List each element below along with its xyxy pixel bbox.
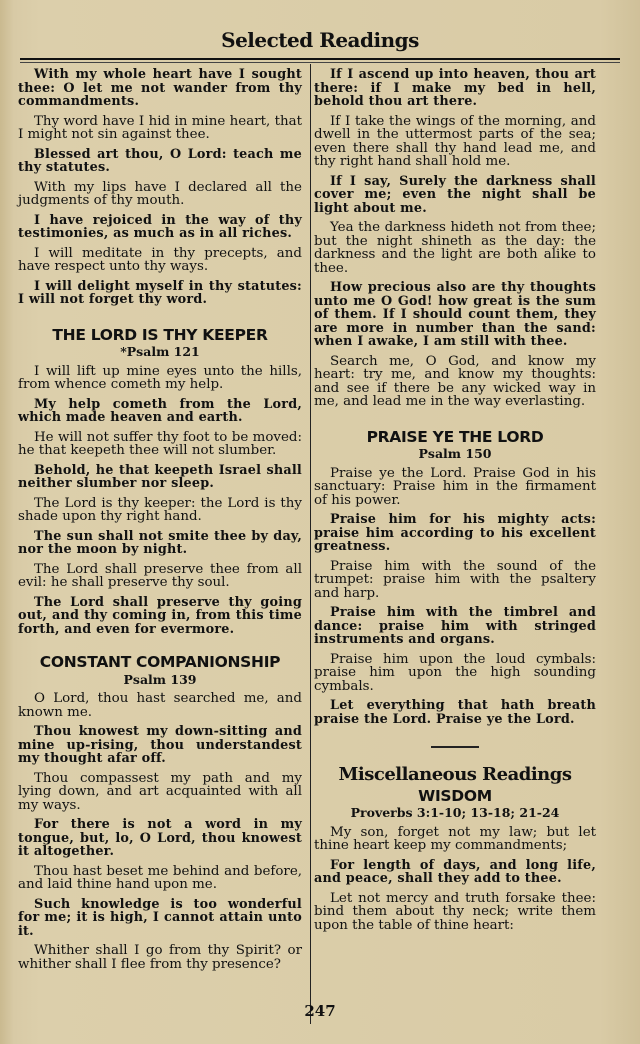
verse: If I ascend up into heaven, thou art there: if I make my bed in hell, behold thou art there. <box>314 67 596 109</box>
proverbs-ref: Proverbs 3:1-10; 13-18; 21-24 <box>350 805 560 820</box>
verse: O Lord, thou hast searched me, and known me. <box>18 691 302 720</box>
psalm-139-verses <box>18 692 302 971</box>
verse: Such knowledge is too wonderful for me; it is high, I cannot attain unto it. <box>18 896 302 939</box>
verse: Behold, he that keepeth Israel shall neither slumber nor sleep. <box>18 462 302 491</box>
verse: Praise him for his mighty acts: praise him according to his excellent greatness. <box>314 512 596 554</box>
psalm-150-verses <box>314 467 596 727</box>
verse: Thou knowest my down-sitting and mine up-rising, thou understandest my thought afar off. <box>18 724 302 766</box>
verse: Praise ye the Lord. Praise God in his sanctuary: Praise him in the firmament of his power. <box>314 465 596 508</box>
verse: Let not mercy and truth forsake thee: bind them about thy neck; write them upon the table of thine heart: <box>314 890 596 933</box>
psalm-ref-121: *Psalm 121 <box>120 344 200 359</box>
verse: Thou hast beset me behind and before, and laid thine hand upon me. <box>18 863 302 892</box>
header-rule <box>20 58 620 60</box>
verse: If I take the wings of the morning, and dwell in the uttermost parts of the sea; even there shall thy hand lead me, and thy right hand shall hold me. <box>314 113 596 169</box>
verse: For there is not a word in my tongue, but, lo, O Lord, thou knowest it altogether. <box>18 817 302 859</box>
verse: Praise him upon the loud cymbals: praise him upon the high sounding cymbals. <box>314 651 596 694</box>
verse: The Lord shall preserve thee from all evil: he shall preserve thy soul. <box>18 561 302 590</box>
page-number: 247 <box>304 1002 336 1020</box>
column-divider <box>310 64 311 1024</box>
verse: The Lord shall preserve thy going out, and thy coming in, from this time forth, and even for evermore. <box>18 594 302 637</box>
verse: With my whole heart have I sought thee: O let me not wander from thy commandments. <box>18 67 302 109</box>
verse: Thy word have I hid in mine heart, that I might not sin against thee. <box>18 113 302 142</box>
verse: Praise him with the timbrel and dance: praise him with stringed instruments and organs. <box>314 605 596 647</box>
verse: Thou compassest my path and my lying down, and art acquainted with all my ways. <box>18 770 302 813</box>
verse: I have rejoiced in the way of thy testimonies, as much as in all riches. <box>18 212 302 241</box>
psalm-ref-150: Psalm 150 <box>418 446 492 461</box>
verse: My son, forget not my law; but let thine heart keep my commandments; <box>314 824 596 853</box>
verse: Yea the darkness hideth not from thee; but the night shineth as the day: the darkness and the light are both alike to thee. <box>314 220 596 276</box>
page-header-title: Selected Readings <box>221 28 419 52</box>
verse: Whither shall I go from thy Spirit? or whither shall I flee from thy presence? <box>18 943 302 972</box>
header-rule-thin <box>20 62 620 63</box>
verse: I will meditate in thy precepts, and have respect unto thy ways. <box>18 245 302 274</box>
verse: The sun shall not smite thee by day, nor the moon by night. <box>18 528 302 557</box>
section-title-praise: PRAISE YE THE LORD <box>366 427 544 446</box>
psalm-119-verses <box>18 68 302 307</box>
proverbs-verses <box>314 826 596 933</box>
section-title-companionship: CONSTANT COMPANIONSHIP <box>39 653 281 671</box>
verse: Blessed art thou, O Lord: teach me thy statutes. <box>18 146 302 175</box>
verse: My help cometh from the Lord, which made heaven and earth. <box>18 396 302 425</box>
right-column <box>314 68 596 938</box>
verse: Search me, O God, and know my heart: try me, and know my thoughts: and see if there be any wicked way in me, and lead me in the way everlasting. <box>314 353 596 409</box>
section-title-keeper: THE LORD IS THY KEEPER <box>52 325 268 344</box>
verse: For length of days, and long life, and peace, shall they add to thee. <box>314 857 596 886</box>
verse: Praise him with the sound of the trumpet: praise him with the psaltery and harp. <box>314 558 596 601</box>
verse: I will lift up mine eyes unto the hills, from whence cometh my help. <box>18 363 302 392</box>
verse: Let everything that hath breath praise the Lord. Praise ye the Lord. <box>314 698 596 727</box>
verse: If I say, Surely the darkness shall cover me; even the night shall be light about me. <box>314 173 596 216</box>
psalm-ref-139: Psalm 139 <box>123 671 197 687</box>
left-column <box>18 68 302 977</box>
psalm-139-continued-verses <box>314 68 596 409</box>
section-title-wisdom: WISDOM <box>418 786 492 805</box>
verse: I will delight myself in thy statutes: I will not forget thy word. <box>18 278 302 307</box>
verse: The Lord is thy keeper: the Lord is thy shade upon thy right hand. <box>18 495 302 524</box>
misc-readings-title: Miscellaneous Readings <box>338 764 572 785</box>
psalm-121-verses <box>18 365 302 637</box>
verse: With my lips have I declared all the judgments of thy mouth. <box>18 179 302 208</box>
verse: How precious also are thy thoughts unto me O God! how great is the sum of them. If I should count them, they are more in number than the sand: when I awake, I am still with thee. <box>314 280 596 349</box>
verse: He will not suffer thy foot to be moved: he that keepeth thee will not slumber. <box>18 429 302 458</box>
